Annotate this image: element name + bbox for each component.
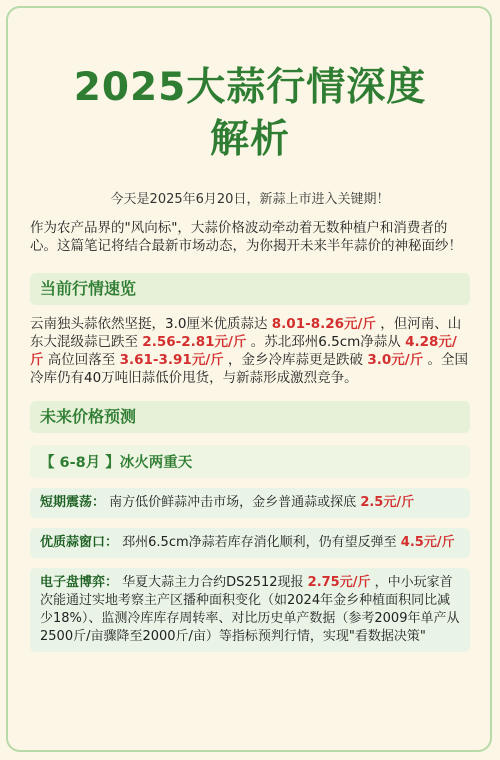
page-title: [30, 62, 470, 166]
text-segment: ，但河南、山东大混级蒜已跌至: [30, 316, 462, 350]
price-value: 3.61-3.91元/斤: [119, 352, 224, 368]
card-text: 华夏大蒜主力合约DS2512现报: [122, 575, 304, 590]
text-segment: 高位回落至: [47, 352, 116, 368]
forecast-card-e-platform: [30, 568, 470, 652]
section-current-market-title: 当前行情速览: [30, 273, 470, 305]
price-value: 3.0元/斤: [367, 352, 424, 368]
text-segment: 。全国冷库仍有40万吨旧蒜低价甩货，与新蒜形成激烈竞争。: [30, 352, 468, 386]
forecast-card-short-term: [30, 488, 470, 518]
card-text: 邳州6.5cm净蒜若库存消化顺利，仍有望反弹至: [122, 535, 397, 550]
price-value: 2.5元/斤: [360, 495, 415, 510]
price-value: 2.75元/斤: [307, 575, 371, 590]
price-value: 4.28元/斤: [30, 334, 457, 368]
text-segment: 。苏北邳州6.5cm净蒜从: [250, 334, 401, 350]
card-label: 优质蒜窗口：: [40, 535, 119, 550]
price-value: 2.56-2.81元/斤: [142, 334, 247, 350]
forecast-period-title: 【 6-8月 】冰火两重天: [30, 445, 470, 478]
card-text: 南方低价鲜蒜冲击市场，金乡普通蒜或探底: [109, 495, 357, 510]
card-label: 电子盘博弈：: [40, 575, 119, 590]
title-line-2: 解析: [209, 117, 290, 162]
price-value: 8.01-8.26元/斤: [271, 316, 376, 332]
price-value: 4.5元/斤: [400, 535, 455, 550]
card-text-tail: ，中小玩家首次能通过实地考察主产区播种面积变化（如2024年金乡种植面积同比减少18%）、监测冷库库存周转率、对比历史单产数据（参考2009年单产从2500斤/亩骤降至2000斤/亩）等指标预判行情，实现"看数据决策": [40, 575, 460, 644]
text-segment: 云南独头蒜依然坚挺，3.0厘米优质蒜达: [30, 316, 268, 332]
date-subtitle: 今天是2025年6月20日，新蒜上市进入关键期！: [110, 192, 390, 207]
intro-paragraph: 作为农产品界的"风向标"，大蒜价格波动牵动着无数种植户和消费者的心。这篇笔记将结合最新市场动态，为你揭开未来半年蒜价的神秘面纱！: [30, 220, 462, 254]
title-line-1: 2025大蒜行情深度: [73, 65, 427, 110]
forecast-card-quality-window: [30, 528, 470, 558]
section-forecast-title: 未来价格预测: [30, 401, 470, 433]
current-market-paragraph: [30, 315, 470, 387]
text-segment: ，金乡冷库蒜更是跌破: [228, 352, 364, 368]
card-label: 短期震荡：: [40, 495, 106, 510]
note-content: [30, 0, 470, 652]
